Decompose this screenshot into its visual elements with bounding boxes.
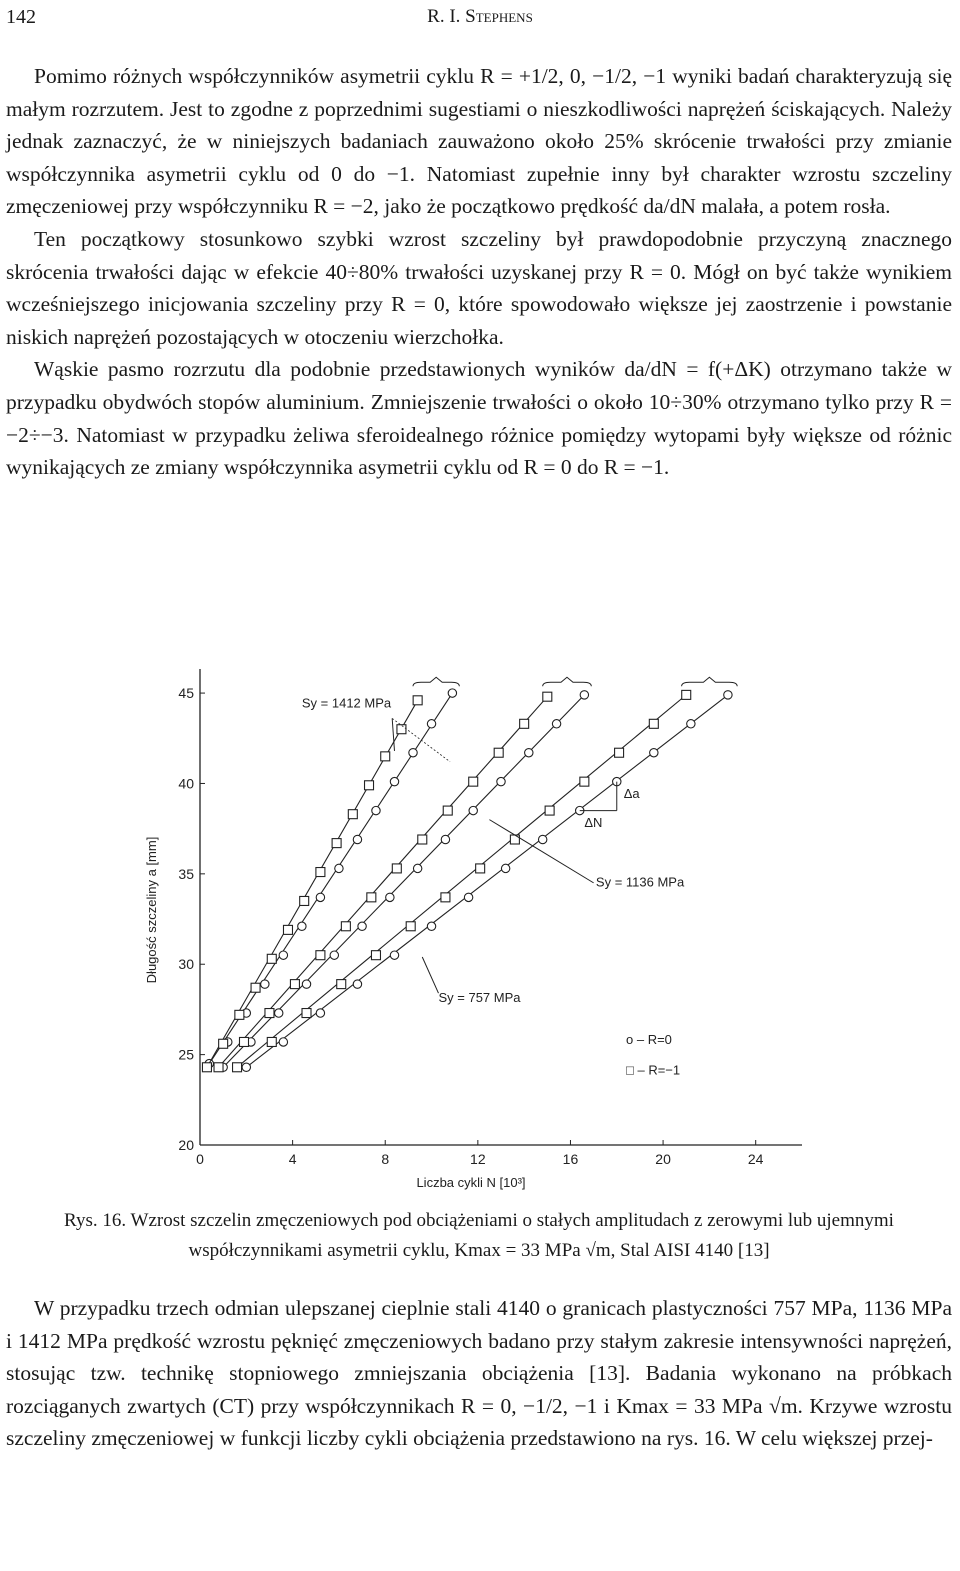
y-tick-label: 25 xyxy=(178,1046,194,1063)
data-point-square xyxy=(265,1009,274,1018)
data-point-square xyxy=(290,980,299,989)
data-point-square xyxy=(219,1039,228,1048)
group-brace xyxy=(543,677,592,686)
legend-r-1: □ – R=−1 xyxy=(626,1062,681,1078)
data-point-circle xyxy=(552,720,560,728)
data-point-square xyxy=(332,839,341,848)
data-point-square xyxy=(615,748,624,757)
data-point-circle xyxy=(316,893,324,901)
y-tick-label: 35 xyxy=(178,865,194,882)
figure-crack-growth xyxy=(130,655,820,1200)
x-tick-label: 8 xyxy=(381,1151,390,1167)
data-point-circle xyxy=(275,1009,283,1017)
paragraph: W przypadku trzech odmian ulepszanej cieplnie stali 4140 o granicach plastyczności 757 MPa, 1136 MPa i 1412 MPa prędkość wzrostu pęknięć zmęczeniowych badano przy stałym zakresie intensywności naprężeń, stosując tzw. technikę stopniowego zmniejszania obciążenia [13]. Badania wykonano na próbkach rozciąganych zwartych (CT) przy współczynnikach R = 0, −1/2, −1 i Kmax = 33 MPa √m. Krzywe wzrostu szczeliny zmęczeniowej w funkcji liczby cykli obciążenia przedstawiono na rys. 16. W celu większej przej- xyxy=(6,1296,952,1451)
x-tick-label: 4 xyxy=(288,1151,297,1167)
data-point-circle xyxy=(525,749,533,757)
data-point-square xyxy=(649,719,658,728)
data-point-square xyxy=(406,922,415,931)
paragraph: Pomimo różnych współczynników asymetrii cyklu R = +1/2, 0, −1/2, −1 wyniki badań charakteryzują się małym rozrzutem. Jest to zgodne z poprzednimi sugestiami o nieszkodliwości naprężeń ściskających. Należy jednak zaznaczyć, że w niniejszych badaniach zauważono około 25% skrócenie trwałości przy zmianie współczynnika asymetrii cyklu od 0 do −1. Natomiast zupełnie inny był charakter wzrostu szczeliny zmęczeniowej przy współczynniku R = −2, jako że początkowo prędkość da/dN malała, a potem rosła. xyxy=(6,64,952,219)
data-point-circle xyxy=(448,689,456,697)
annotation-sy-757: Sy = 757 MPa xyxy=(438,990,521,1006)
y-axis-label: Długość szczeliny a [mm] xyxy=(144,836,159,984)
x-tick-label: 12 xyxy=(470,1151,486,1167)
paragraph: Wąskie pasmo rozrzutu dla podobnie przedstawionych wyników da/dN = f(+ΔK) otrzymano także w przypadku obydwóch stopów aluminium. Zmniejszenie trwałości o około 10÷30% otrzymano tylko przy R = −2÷−3. Natomiast w przypadku żeliwa sferoidealnego różnice pomiędzy wytopami były większe od różnic wynikających ze zmiany współczynnika asymetrii cyklu od R = 0 do R = −1. xyxy=(6,357,952,480)
series-line xyxy=(209,693,452,1064)
data-point-square xyxy=(300,896,309,905)
data-point-circle xyxy=(538,835,546,843)
data-point-square xyxy=(337,980,346,989)
crack-growth-chart xyxy=(130,655,820,1200)
delta-n-label: ΔN xyxy=(584,814,603,830)
x-tick-label: 24 xyxy=(747,1151,764,1167)
data-point-circle xyxy=(353,835,361,843)
y-tick-label: 40 xyxy=(178,775,194,792)
data-point-circle xyxy=(650,749,658,757)
data-point-square xyxy=(580,777,589,786)
data-point-square xyxy=(476,864,485,873)
data-point-square xyxy=(441,893,450,902)
data-point-circle xyxy=(390,777,398,785)
data-point-square xyxy=(202,1063,211,1072)
x-tick-label: 0 xyxy=(196,1151,204,1167)
annotation-leader xyxy=(392,718,394,751)
y-tick-label: 30 xyxy=(178,956,194,973)
data-point-circle xyxy=(497,777,505,785)
data-point-circle xyxy=(335,864,343,872)
data-point-square xyxy=(267,1037,276,1046)
annotation-sy-1136: Sy = 1136 MPa xyxy=(595,874,685,890)
data-point-circle xyxy=(724,691,732,699)
data-point-circle xyxy=(580,691,588,699)
data-point-square xyxy=(302,1009,311,1018)
paragraph: Ten początkowy stosunkowo szybki wzrost szczeliny był prawdopodobnie przyczyną znacznego skrócenia trwałości dając w efekcie 40÷80% trwałości uzyskanej przy R = 0. Mógł on być także wynikiem wcześniejszego inicjowania szczeliny przy R = 0, które spowodowało większe jej zaostrzenie i powstanie niskich naprężeń pozostających w otoczeniu wierzchołka. xyxy=(6,226,952,349)
data-point-square xyxy=(494,748,503,757)
data-point-circle xyxy=(316,1009,324,1017)
data-point-circle xyxy=(330,951,338,959)
data-point-square xyxy=(413,696,422,705)
data-point-circle xyxy=(386,893,394,901)
data-point-square xyxy=(214,1063,223,1072)
x-axis-label: Liczba cykli N [10³] xyxy=(416,1175,526,1190)
annotation-leader xyxy=(489,820,593,883)
data-point-square xyxy=(371,951,380,960)
running-head-author: R. I. Stephens xyxy=(427,6,533,27)
body-text-bottom xyxy=(6,1292,952,1455)
figure-caption: Rys. 16. Wzrost szczelin zmęczeniowych pod obciążeniami o stałych amplitudach z zerowymi lub ujemnymi współczynnikami asymetrii cyklu, Kmax = 33 MPa √m, Stal AISI 4140 [13] xyxy=(64,1210,894,1261)
data-point-square xyxy=(367,893,376,902)
x-tick-label: 16 xyxy=(562,1151,579,1167)
data-point-square xyxy=(510,835,519,844)
data-point-circle xyxy=(501,864,509,872)
data-point-circle xyxy=(372,806,380,814)
data-point-square xyxy=(381,752,390,761)
data-point-circle xyxy=(390,951,398,959)
data-point-square xyxy=(397,725,406,734)
data-point-circle xyxy=(302,980,310,988)
page-number: 142 xyxy=(6,6,36,28)
data-point-circle xyxy=(242,1063,250,1071)
delta-a-label: Δa xyxy=(623,785,640,801)
data-point-square xyxy=(267,954,276,963)
data-point-circle xyxy=(358,922,366,930)
data-point-square xyxy=(341,922,350,931)
data-point-square xyxy=(283,925,292,934)
data-point-circle xyxy=(279,951,287,959)
data-point-square xyxy=(251,983,260,992)
running-head xyxy=(6,6,954,28)
data-point-square xyxy=(316,868,325,877)
y-tick-label: 45 xyxy=(178,685,194,702)
data-point-square xyxy=(418,835,427,844)
data-point-square xyxy=(543,692,552,701)
data-point-square xyxy=(348,810,357,819)
data-point-square xyxy=(233,1063,242,1072)
data-point-circle xyxy=(441,835,449,843)
page-header xyxy=(6,6,954,36)
data-point-square xyxy=(682,690,691,699)
data-point-square xyxy=(239,1037,248,1046)
data-point-circle xyxy=(279,1038,287,1046)
data-point-square xyxy=(316,951,325,960)
data-point-square xyxy=(365,781,374,790)
data-point-square xyxy=(392,864,401,873)
data-point-circle xyxy=(413,864,421,872)
data-point-circle xyxy=(464,893,472,901)
data-point-square xyxy=(235,1010,244,1019)
data-point-circle xyxy=(687,720,695,728)
data-point-circle xyxy=(427,720,435,728)
data-point-circle xyxy=(427,922,435,930)
data-point-circle xyxy=(298,922,306,930)
body-text-top xyxy=(6,60,952,484)
data-point-circle xyxy=(409,749,417,757)
data-point-circle xyxy=(261,980,269,988)
group-brace xyxy=(413,677,459,686)
data-point-circle xyxy=(353,980,361,988)
annotation-leader xyxy=(422,957,438,993)
data-point-square xyxy=(520,719,529,728)
data-point-square xyxy=(469,777,478,786)
group-brace xyxy=(682,677,738,686)
data-point-circle xyxy=(469,806,477,814)
y-tick-label: 20 xyxy=(178,1137,194,1153)
annotation-sy-1412: Sy = 1412 MPa xyxy=(301,695,392,711)
data-point-square xyxy=(443,806,452,815)
data-point-square xyxy=(545,806,554,815)
x-tick-label: 20 xyxy=(655,1151,671,1167)
legend-r0: o – R=0 xyxy=(626,1031,672,1047)
